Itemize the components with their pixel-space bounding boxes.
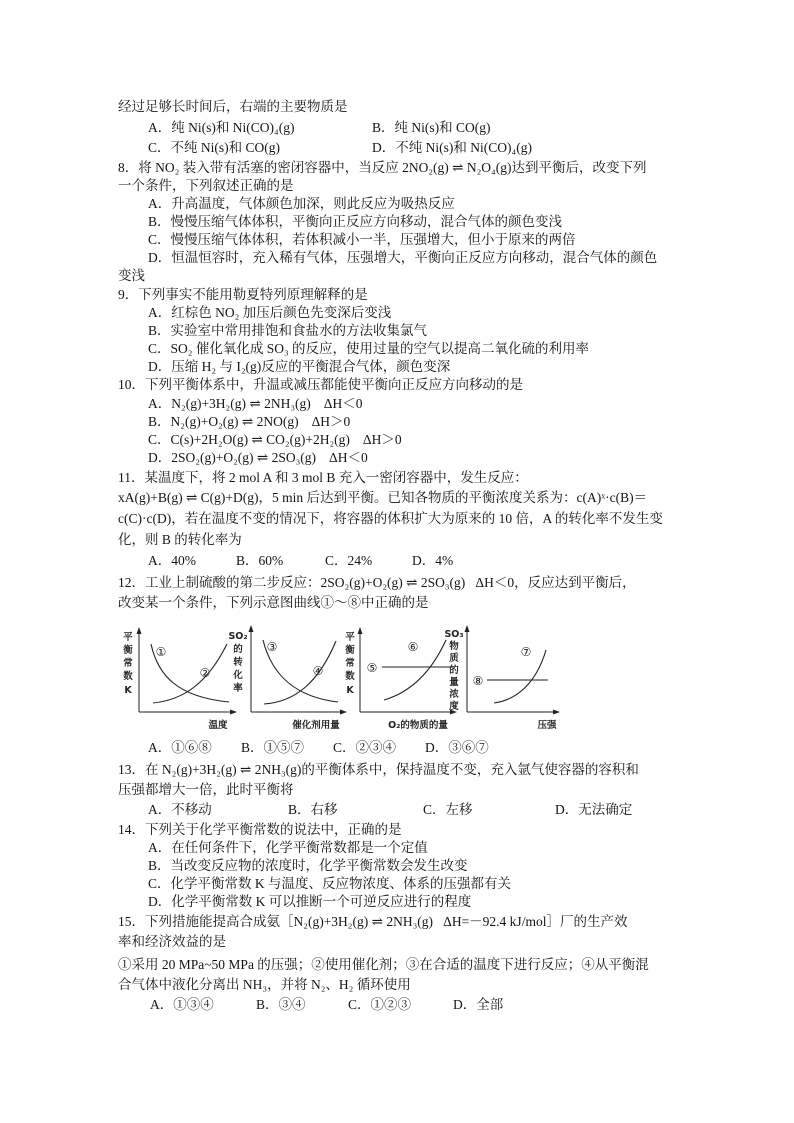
y-axis-arrow [465,625,470,632]
y-label-char: 浓 [449,689,459,700]
y-label-char: 率 [233,683,243,694]
q13-option-d: D．无法确定 [555,802,633,817]
q10-option-b [148,413,350,431]
q10-option-c [148,431,402,449]
y-label-char: 衡 [345,645,355,656]
option-label: A． [148,396,172,411]
y-label-char: 数 [123,671,133,682]
q14-option-d: D．化学平衡常数 K 可以推断一个可逆反应进行的程度 [148,894,472,909]
q13-stem-line-1: 13．在 N₂(g)+3H₂(g) ⇌ 2NH₃(g)的平衡体系中，保持温度不变，充入氩气使容器的容积和 [118,762,639,777]
enthalpy: ΔH＞0 [311,414,351,429]
q13-option-b: B．右移 [288,802,338,817]
y-label-char: 常 [123,658,133,669]
y-label-char: K [124,685,132,696]
q8-stem-line-2: 一个条件，下列叙述正确的是 [118,178,294,193]
x-axis-arrow [230,710,237,715]
q9-option-c: C．SO₂ 催化氧化成 SO₃ 的反应，使用过量的空气以提高二氧化硫的利用率 [148,341,590,356]
q7-option-a: A．纯 Ni(s)和 Ni(CO)₄(g) [148,120,295,135]
q15-option-a: A．①③④ [150,997,214,1012]
q13-option-a: A．不移动 [148,802,212,817]
y-axis-arrow [249,625,254,632]
y-label-char: K [346,685,354,696]
q7-stem-tail: 经过足够长时间后，右端的主要物质是 [118,99,348,114]
curve-label: ③ [266,640,278,654]
curve-label: ④ [312,664,324,678]
y-label-char: 的 [233,644,243,655]
y-label-char: 转 [233,657,243,668]
y-label-char: SO₂ [228,631,248,642]
curve-label: ⑧ [472,674,484,688]
graph-4 [444,625,560,731]
q15-measures-line-2: 合气体中液化分离出 NH₃，并将 N₂、H₂ 循环使用 [118,977,411,992]
q15-option-d: D．全部 [453,997,504,1012]
q14-stem: 14．下列关于化学平衡常数的说法中，正确的是 [118,822,402,837]
q11-stem-line-2: xA(g)+B(g) ⇌ C(g)+D(g)，5 min 后达到平衡。已知各物质的平衡浓度关系为：c(A)ˣ·c(B)＝ [118,490,648,505]
x-label: O₂的物质的量 [388,720,448,731]
option-label: C． [148,432,171,447]
q11-option-b: B．60% [236,553,284,568]
y-label-char: 常 [345,658,355,669]
y-axis-arrow [137,627,142,634]
q10-stem: 10．下列平衡体系中，升温或减压都能使平衡向正反应方向移动的是 [118,377,523,392]
curve-label: ⑦ [520,645,532,659]
q8-option-a: A．升高温度，气体颜色加深，则此反应为吸热反应 [148,196,455,211]
option-label: B． [148,414,171,429]
q9-option-a: A．红棕色 NO₂ 加压后颜色先变深后变浅 [148,305,392,320]
equation: C(s)+2H₂O(g) ⇌ CO₂(g)+2H₂(g) [170,432,350,447]
curve-label: ⑥ [407,640,419,654]
q9-option-b: B．实验室中常用排饱和食盐水的方法收集氯气 [148,323,428,338]
q9-option-d: D．压缩 H₂ 与 I₂(g)反应的平衡混合气体，颜色变深 [148,359,451,374]
y-label-char: 物 [449,641,459,652]
q11-stem-line-4: 化，则 B 的转化率为 [118,532,242,547]
equation: N₂(g)+O₂(g) ⇌ 2NO(g) [170,414,299,429]
y-label-char: 度 [449,701,459,712]
y-label-char: 的 [449,665,459,676]
q14-option-a: A．在任何条件下，化学平衡常数都是一个定值 [148,840,428,855]
q7-option-d: D．不纯 Ni(s)和 Ni(CO)₄(g) [372,140,532,155]
q8-option-d: D．恒温恒容时，充入稀有气体，压强增大，平衡向正反应方向移动，混合气体的颜色 [148,250,658,265]
option-label: D． [148,450,172,465]
enthalpy: ΔH＞0 [362,432,402,447]
enthalpy: ΔH＜0 [329,450,368,465]
graph-2 [228,625,347,731]
x-label: 温度 [208,720,228,731]
y-label-char: 量 [449,677,459,688]
q9-stem: 9．下列事实不能用勒夏特列原理解释的是 [118,287,368,302]
x-label: 催化剂用量 [292,720,340,731]
curve-label: ② [199,666,211,680]
y-label-char: 化 [233,670,243,681]
curve-label: ① [155,645,167,659]
y-axis-arrow [358,627,363,634]
q10-option-a [148,395,362,413]
q8-stem-line-1: 8．将 NO₂ 装入带有活塞的密闭容器中，当反应 2NO₂(g) ⇌ N₂O₄(g)达到平衡后，改变下列 [118,160,647,175]
y-label-char: 质 [449,653,459,664]
x-axis-arrow [553,710,560,715]
graph-1 [122,627,237,731]
q12-graphs [0,615,794,740]
y-label-char: 平 [345,632,355,643]
q8-option-d-wrap: 变浅 [118,268,145,283]
x-label: 压强 [537,720,557,731]
q11-stem-line-1: 11．某温度下，将 2 mol A 和 3 mol B 充入一密闭容器中，发生反应： [118,470,528,485]
q13-option-c: C．左移 [423,802,473,817]
q12-option-c: C．②③④ [333,740,397,755]
q8-option-c: C．慢慢压缩气体体积，若体积减小一半，压强增大，但小于原来的两倍 [148,232,576,247]
enthalpy: ΔH＜0 [323,396,363,411]
q15-option-c: C．①②③ [348,997,412,1012]
q15-stem-line-1: 15．下列措施能提高合成氨［N₂(g)+3H₂(g) ⇌ 2NH₃(g) ΔH=－92.4 kJ/mol］厂的生产效 [118,914,628,929]
q12-stem-line-1: 12．工业上制硫酸的第二步反应：2SO₂(g)+O₂(g) ⇌ 2SO₃(g) ΔH＜0，反应达到平衡后， [118,575,636,590]
q13-stem-line-2: 压强都增大一倍，此时平衡将 [118,782,294,797]
q15-option-b: B．③④ [256,997,306,1012]
q10-option-d [148,449,368,467]
y-label-char: 数 [345,671,355,682]
q11-option-a: A．40% [148,553,196,568]
x-axis-arrow [340,710,347,715]
curve-label: ⑤ [366,661,378,675]
q8-option-b: B．慢慢压缩气体体积，平衡向正反应方向移动，混合气体的颜色变浅 [148,214,563,229]
equation: 2SO₂(g)+O₂(g) ⇌ 2SO₃(g) [171,450,317,465]
y-label-char: SO₃ [444,629,464,640]
q7-option-c: C．不纯 Ni(s)和 CO(g) [148,140,280,155]
q12-option-d: D．③⑥⑦ [425,740,489,755]
q11-option-c: C．24% [325,553,373,568]
q14-option-b: B．当改变反应物的浓度时，化学平衡常数会发生改变 [148,858,468,873]
q12-stem-line-2: 改变某一个条件，下列示意图曲线①～⑧中正确的是 [118,595,429,610]
equation: N₂(g)+3H₂(g) ⇌ 2NH₃(g) [171,396,311,411]
graph-3 [344,627,457,731]
q7-option-b: B．纯 Ni(s)和 CO(g) [372,120,491,135]
q15-measures-line-1: ①采用 20 MPa~50 MPa 的压强；②使用催化剂；③在合适的温度下进行反应；④从平衡混 [118,957,649,972]
q14-option-c: C．化学平衡常数 K 与温度、反应物浓度、体系的压强都有关 [148,876,512,891]
q11-stem-line-3: c(C)·c(D)，若在温度不变的情况下，将容器的体积扩大为原来的 10 倍，A 的转化率不发生变 [118,511,663,526]
q12-option-b: B．①⑤⑦ [241,740,305,755]
y-label-char: 平 [123,632,133,643]
q11-option-d: D．4% [412,553,454,568]
q12-option-a: A．①⑥⑧ [148,740,212,755]
q15-stem-line-2: 率和经济效益的是 [118,934,226,949]
y-label-char: 衡 [123,645,133,656]
